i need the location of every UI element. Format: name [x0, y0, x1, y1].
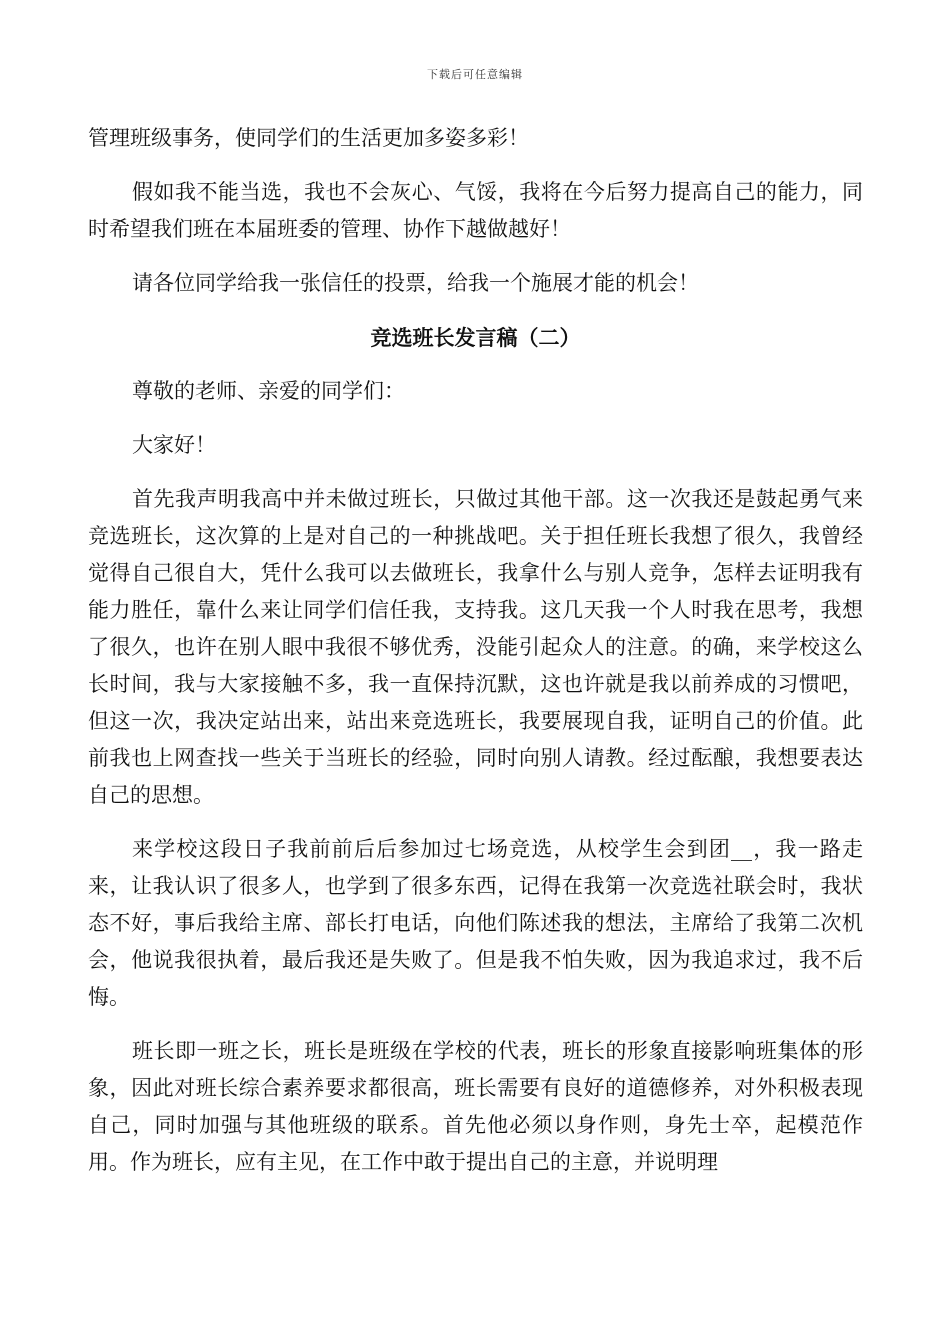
paragraph: 请各位同学给我一张信任的投票，给我一个施展才能的机会！: [132, 271, 699, 295]
greeting: 大家好！: [132, 433, 216, 457]
paragraph: 来学校这段日子我前前后后参加过七场竞选，从校学生会到团__，我一路走来，让我认识了很多人，也学到了很多东西，记得在我第一次竞选社联会时，我状态不好，事后我给主席、部长打电话，向他们陈述我的想法，主席给了我第二次机会，他说我很执着，最后我还是失败了。但是我不怕失败，因为我追求过，我不后悔。: [88, 837, 863, 1009]
salutation: 尊敬的老师、亲爱的同学们：: [132, 379, 405, 403]
paragraph: 班长即一班之长，班长是班级在学校的代表，班长的形象直接影响班集体的形象，因此对班长综合素养要求都很高，班长需要有良好的道德修养，对外积极表现自己，同时加强与其他班级的联系。首先他必须以身作则，身先士卒，起模范作用。作为班长，应有主见，在工作中敢于提出自己的主意，并说明理: [88, 1039, 863, 1174]
paragraph: 首先我声明我高中并未做过班长，只做过其他干部。这一次我还是鼓起勇气来竞选班长，这次算的上是对自己的一种挑战吧。关于担任班长我想了很久，我曾经觉得自己很自大，凭什么我可以去做班长，我拿什么与别人竞争，怎样去证明我有能力胜任，靠什么来让同学们信任我，支持我。这几天我一个人时我在思考，我想了很久，也许在别人眼中我很不够优秀，没能引起众人的注意。的确，来学校这么长时间，我与大家接触不多，我一直保持沉默，这也许就是我以前养成的习惯吧，但这一次，我决定站出来，站出来竞选班长，我要展现自我，证明自己的价值。此前我也上网查找一些关于当班长的经验，同时向别人请教。经过酝酿，我想要表达自己的思想。: [88, 487, 863, 807]
paragraph-continuation: 管理班级事务，使同学们的生活更加多姿多彩！: [88, 126, 529, 150]
section-title: 竞选班长发言稿（二）: [370, 325, 581, 350]
document-body: [88, 120, 863, 1198]
paragraph: 假如我不能当选，我也不会灰心、气馁，我将在今后努力提高自己的能力，同时希望我们班在本届班委的管理、协作下越做越好！: [88, 180, 863, 241]
page-header: 下载后可任意编辑: [427, 68, 523, 81]
